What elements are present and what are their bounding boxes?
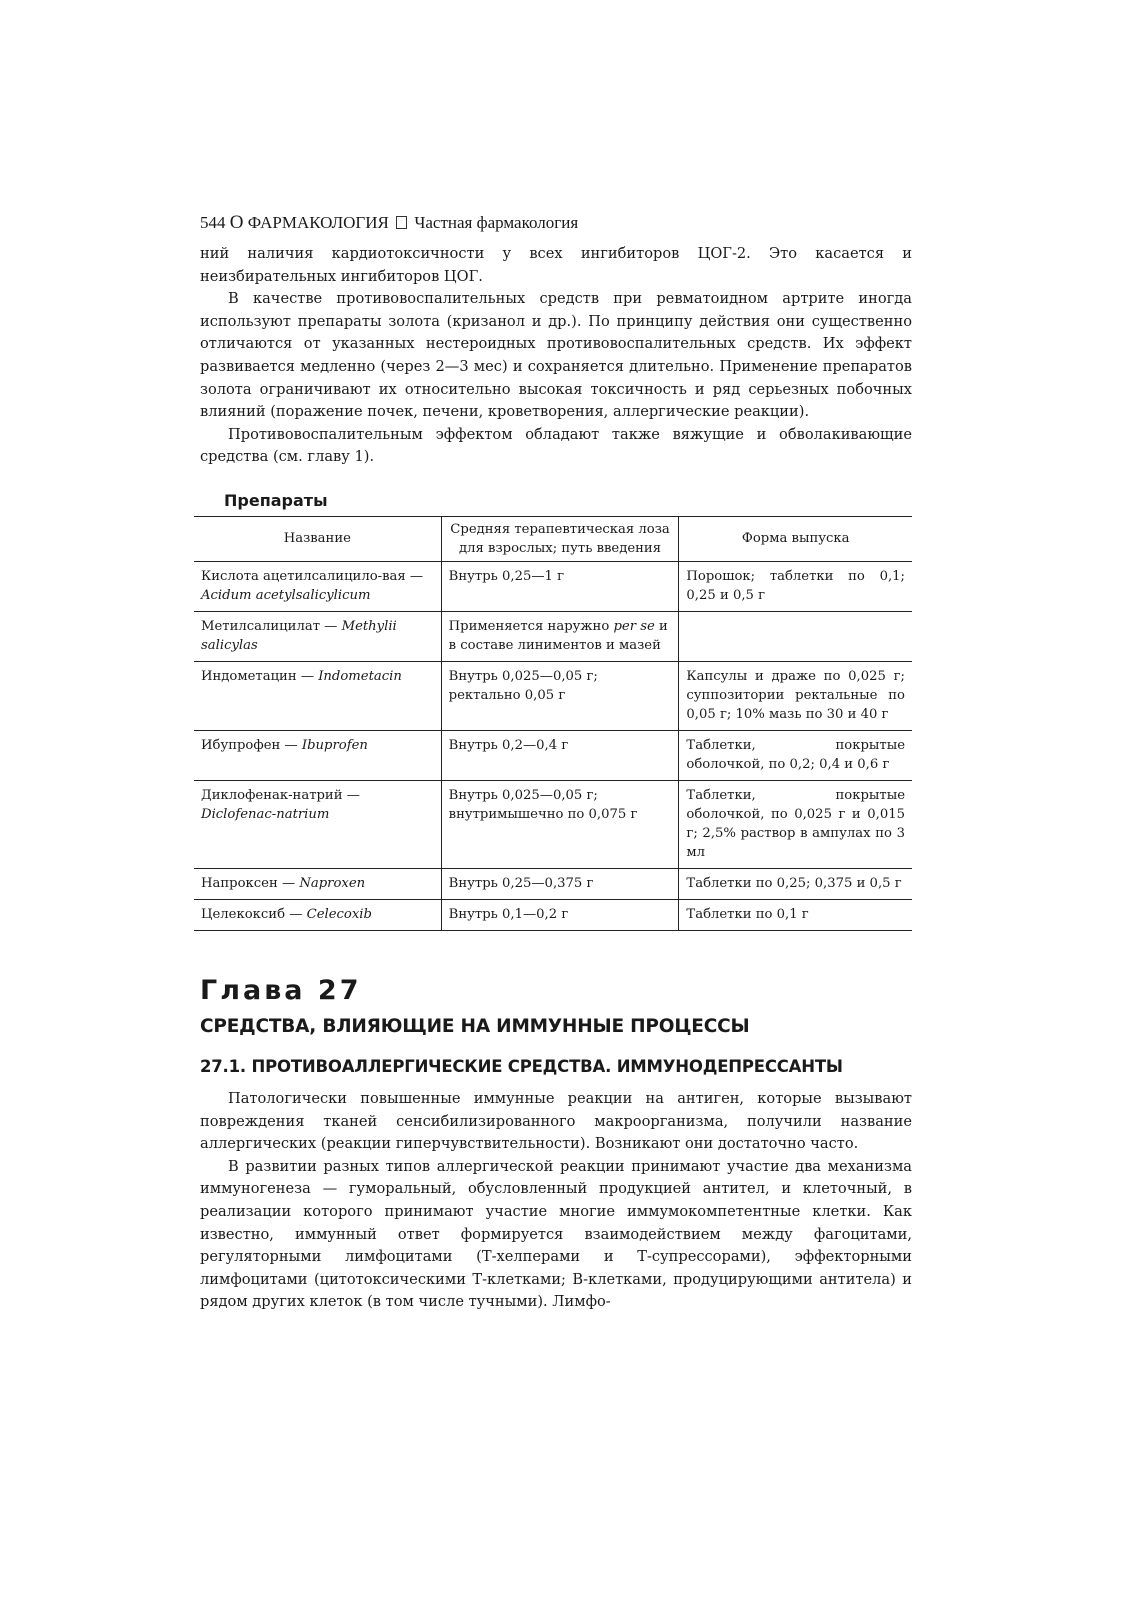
drug-name-cell: Целекоксиб — Celecoxib (194, 899, 441, 930)
drug-dose-cell: Внутрь 0,025—0,05 г; внутримышечно по 0,075 г (441, 780, 679, 868)
drug-form-cell: Капсулы и драже по 0,025 г; суппозитории ректальные по 0,05 г; 10% мазь по 30 и 40 г (679, 661, 912, 730)
table-row (194, 561, 912, 611)
table-row (194, 899, 912, 930)
table-row (194, 780, 912, 868)
paragraph: ний наличия кардиотоксичности у всех ингибиторов ЦОГ-2. Это касается и неизбирательных ингибиторов ЦОГ. (200, 245, 912, 285)
paragraph: Противовоспалительным эффектом обладают также вяжущие и обволакивающие средства (см. главу 1). (200, 425, 912, 466)
page-number: 544 (200, 213, 226, 232)
column-header-form: Форма выпуска (679, 516, 912, 561)
drug-dose-cell: Внутрь 0,25—1 г (441, 561, 679, 611)
section-heading: 27.1. ПРОТИВОАЛЛЕРГИЧЕСКИЕ СРЕДСТВА. ИММУНОДЕПРЕССАНТЫ (200, 1056, 843, 1076)
paragraph: В развитии разных типов аллергической реакции принимают участие два механизма иммуногенеза — гуморальный, обусловленный продукцией антител, и клеточный, в реализации которого принимают участие многие иммумокомпетентные клетки. Как известно, иммунный ответ формируется взаимодействием между фагоцитами, регуляторными лимфоцитами (Т-хелперами и Т-супрессорами), эффекторными лимфоцитами (цитотоксическими Т-клетками; В-клетками, продуцирующими антитела) и рядом других клеток (в том числе тучными). Лимфо- (200, 1157, 912, 1311)
drugs-table (194, 516, 912, 931)
running-head (200, 212, 912, 234)
drug-name-cell: Индометацин — Indometacin (194, 661, 441, 730)
column-header-name: Название (194, 516, 441, 561)
drug-name-cell: Диклофенак-натрий — Diclofenac-natrium (194, 780, 441, 868)
page-content (200, 212, 912, 1314)
book-title: ФАРМАКОЛОГИЯ (247, 213, 389, 232)
drug-form-cell: Таблетки по 0,1 г (679, 899, 912, 930)
table-row (194, 868, 912, 899)
drug-dose-cell: Внутрь 0,25—0,375 г (441, 868, 679, 899)
square-separator-icon (396, 216, 407, 229)
paragraph: В качестве противовоспалительных средств при ревматоидном артрите иногда используют препараты золота (кризанол и др.). По принципу действия они существенно отличаются от указанных нестероидных противовоспалительных средств. Их эффект развивается медленно (через 2—3 мес) и сохраняется длительно. Применение препаратов золота ограничивают их относительно высокая токсичность и ряд серьезных побочных влияний (поражение почек, печени, кроветворения, аллергические реакции). (200, 290, 912, 421)
table-row (194, 611, 912, 661)
table-header-row (194, 516, 912, 561)
drug-form-cell: Порошок; таблетки по 0,1; 0,25 и 0,5 г (679, 561, 912, 611)
drug-name-cell: Метилсалицилат — Methylii salicylas (194, 611, 441, 661)
header-mark: О (229, 212, 244, 233)
drug-dose-cell: Внутрь 0,2—0,4 г (441, 730, 679, 780)
drugs-label: Препараты (224, 490, 328, 510)
table-row (194, 661, 912, 730)
drug-name-cell: Ибупрофен — Ibuprofen (194, 730, 441, 780)
drug-dose-cell: Применяется наружно per se и в составе линиментов и мазей (441, 611, 679, 661)
drug-form-cell: Таблетки по 0,25; 0,375 и 0,5 г (679, 868, 912, 899)
paragraph: Патологически повышенные иммунные реакции на антиген, которые вызывают повреждения тканей сенсибилизированного макроорганизма, получили название аллергических (реакции гиперчувствительности). Возникают они достаточно часто. (200, 1089, 912, 1153)
drug-name-cell: Кислота ацетилсалицило-вая — Acidum acetylsalicylicum (194, 561, 441, 611)
drug-form-cell: Таблетки, покрытые оболочкой, по 0,2; 0,4 и 0,6 г (679, 730, 912, 780)
drug-dose-cell: Внутрь 0,025—0,05 г; ректально 0,05 г (441, 661, 679, 730)
drug-dose-cell: Внутрь 0,1—0,2 г (441, 899, 679, 930)
chapter-subtitle: СРЕДСТВА, ВЛИЯЮЩИЕ НА ИММУННЫЕ ПРОЦЕССЫ (200, 1015, 750, 1037)
table-row (194, 730, 912, 780)
drug-form-cell: Таблетки, покрытые оболочкой, по 0,025 г и 0,015 г; 2,5% раствор в ампулах по 3 мл (679, 780, 912, 868)
chapter-title: Глава 27 (200, 974, 362, 1006)
section-title: Частная фармакология (414, 213, 579, 232)
drug-form-cell (679, 611, 912, 661)
column-header-dose: Средняя терапевтическая лоза для взрослых; путь введения (441, 516, 679, 561)
drug-name-cell: Напроксен — Naproxen (194, 868, 441, 899)
